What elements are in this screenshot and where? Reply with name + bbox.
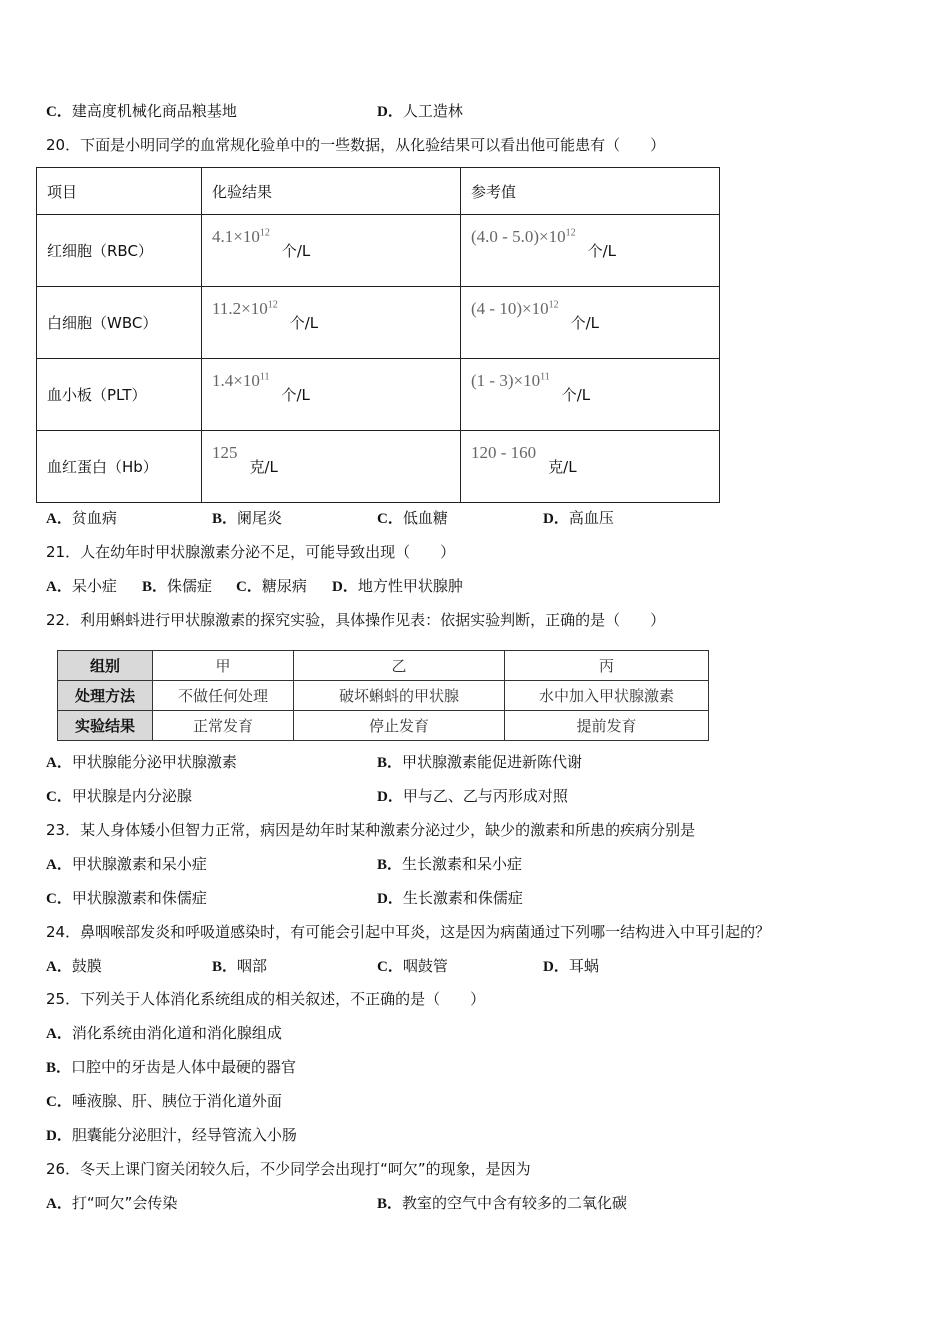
header-reference: 参考值	[461, 168, 720, 215]
row-reference: $(1 - 3)\times 10^{11}$个/L	[461, 359, 720, 431]
row-item: 白细胞（WBC）	[37, 287, 202, 359]
q23-option-b: B．生长激素和呆小症	[377, 855, 523, 873]
header-item: 项目	[37, 168, 202, 215]
cell: 正常发育	[153, 711, 294, 741]
q19-option-d: D．人工造林	[377, 102, 463, 120]
table-row	[37, 359, 720, 431]
row-reference: $(4.0 - 5.0)\times 10^{12}$个/L	[461, 215, 720, 287]
q25-option-d: D．胆囊能分泌胆汁，经导管流入小肠	[46, 1126, 297, 1144]
table-row	[58, 711, 709, 741]
cell: 停止发育	[294, 711, 505, 741]
q20-option-d: D．高血压	[543, 509, 614, 527]
q21-stem: 21．人在幼年时甲状腺激素分泌不足，可能导致出现（ ）	[46, 543, 456, 561]
cell: 乙	[294, 651, 505, 681]
cell: 丙	[505, 651, 709, 681]
row-header: 实验结果	[58, 711, 153, 741]
row-header: 处理方法	[58, 681, 153, 711]
q23-stem: 23．某人身体矮小但智力正常，病因是幼年时某种激素分泌过少，缺少的激素和所患的疾病分别是	[46, 821, 696, 839]
q22-option-d: D．甲与乙、乙与丙形成对照	[377, 787, 568, 805]
q22-option-b: B．甲状腺激素能促进新陈代谢	[377, 753, 583, 771]
q22-option-c: C．甲状腺是内分泌腺	[46, 787, 192, 805]
q21-option-a: A．呆小症	[46, 577, 117, 595]
q24-option-c: C．咽鼓管	[377, 957, 448, 975]
cell: 破坏蝌蚪的甲状腺	[294, 681, 505, 711]
q25-option-a: A．消化系统由消化道和消化腺组成	[46, 1024, 282, 1042]
q22-stem: 22．利用蝌蚪进行甲状腺激素的探究实验，具体操作见表：依据实验判断，正确的是（ ）	[46, 611, 666, 629]
row-result: 125克/L	[202, 431, 461, 503]
q22-option-a: A．甲状腺能分泌甲状腺激素	[46, 753, 237, 771]
q23-option-c: C．甲状腺激素和侏儒症	[46, 889, 207, 907]
row-header: 组别	[58, 651, 153, 681]
row-result: $4.1\times 10^{12}$个/L	[202, 215, 461, 287]
table-row	[58, 681, 709, 711]
table-row	[37, 287, 720, 359]
row-result: $1.4\times 10^{11}$个/L	[202, 359, 461, 431]
q21-option-b: B．侏儒症	[142, 577, 213, 595]
q21-option-c: C．糖尿病	[236, 577, 307, 595]
q25-option-b: B．口腔中的牙齿是人体中最硬的器官	[46, 1058, 297, 1076]
q23-option-a: A．甲状腺激素和呆小症	[46, 855, 207, 873]
row-result: $11.2\times 10^{12}$个/L	[202, 287, 461, 359]
q19-option-c: C．建高度机械化商品粮基地	[46, 102, 237, 120]
q21-option-d: D．地方性甲状腺肿	[332, 577, 463, 595]
row-item: 红细胞（RBC）	[37, 215, 202, 287]
q25-stem: 25．下列关于人体消化系统组成的相关叙述，不正确的是（ ）	[46, 990, 486, 1008]
row-reference: 120 - 160克/L	[461, 431, 720, 503]
row-reference: $(4 - 10)\times 10^{12}$个/L	[461, 287, 720, 359]
q20-option-c: C．低血糖	[377, 509, 448, 527]
table-row	[37, 215, 720, 287]
q20-stem: 20．下面是小明同学的血常规化验单中的一些数据，从化验结果可以看出他可能患有（ ）	[46, 136, 666, 154]
tadpole-experiment-table	[57, 650, 709, 741]
blood-test-table	[36, 167, 720, 503]
cell: 水中加入甲状腺激素	[505, 681, 709, 711]
q26-option-a: A．打“呵欠”会传染	[46, 1194, 178, 1212]
q24-stem: 24．鼻咽喉部发炎和呼吸道感染时，有可能会引起中耳炎，这是因为病菌通过下列哪一结构进入中耳引起的？	[46, 923, 771, 941]
q24-option-a: A．鼓膜	[46, 957, 102, 975]
table-row	[58, 651, 709, 681]
q20-option-b: B．阑尾炎	[212, 509, 283, 527]
q20-option-a: A．贫血病	[46, 509, 117, 527]
q24-option-b: B．咽部	[212, 957, 268, 975]
cell: 甲	[153, 651, 294, 681]
table-header-row	[37, 168, 720, 215]
q26-stem: 26．冬天上课门窗关闭较久后，不少同学会出现打“呵欠”的现象，是因为	[46, 1160, 531, 1178]
q25-option-c: C．唾液腺、肝、胰位于消化道外面	[46, 1092, 282, 1110]
cell: 不做任何处理	[153, 681, 294, 711]
q23-option-d: D．生长激素和侏儒症	[377, 889, 523, 907]
cell: 提前发育	[505, 711, 709, 741]
row-item: 血小板（PLT）	[37, 359, 202, 431]
q24-option-d: D．耳蜗	[543, 957, 599, 975]
table-row	[37, 431, 720, 503]
header-result: 化验结果	[202, 168, 461, 215]
row-item: 血红蛋白（Hb）	[37, 431, 202, 503]
q26-option-b: B．教室的空气中含有较多的二氧化碳	[377, 1194, 628, 1212]
